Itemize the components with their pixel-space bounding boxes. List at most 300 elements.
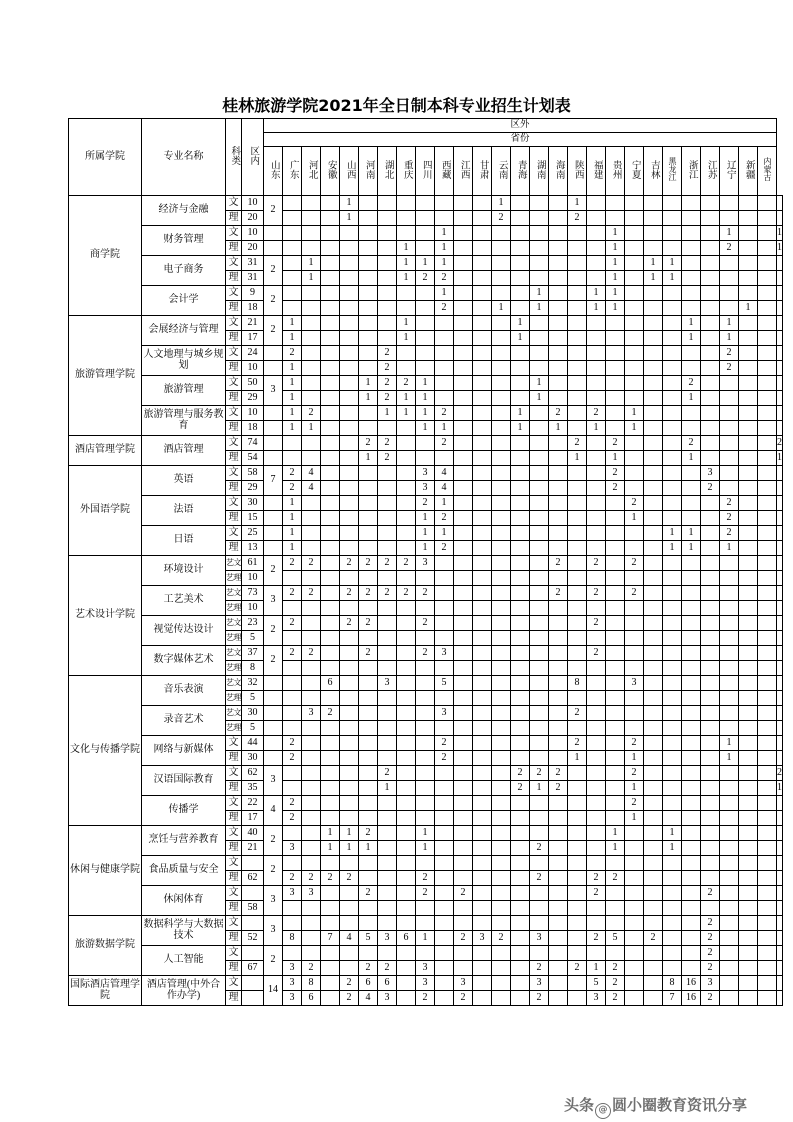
province-quota-cell (758, 841, 777, 856)
province-quota-cell (587, 466, 606, 481)
province-quota-cell (587, 601, 606, 616)
province-quota-cell: 3 (283, 886, 302, 901)
province-quota-cell: 1 (416, 541, 435, 556)
province-quota-cell: 2 (492, 211, 511, 226)
province-quota-cell: 2 (606, 466, 625, 481)
province-quota-cell (359, 691, 378, 706)
province-quota-cell (625, 976, 644, 991)
province-quota-cell (739, 361, 758, 376)
province-quota-cell (568, 661, 587, 676)
province-quota-cell: 6 (397, 931, 416, 946)
province-quota-cell (397, 691, 416, 706)
province-quota-cell (663, 436, 682, 451)
province-quota-cell (492, 706, 511, 721)
province-quota-cell (663, 961, 682, 976)
province-quota-cell (568, 421, 587, 436)
province-quota-cell: 1 (283, 316, 302, 331)
province-quota-cell: 3 (473, 931, 492, 946)
province-quota-cell (378, 661, 397, 676)
province-quota-cell (739, 271, 758, 286)
province-quota-cell (416, 211, 435, 226)
province-quota-cell (701, 691, 720, 706)
province-quota-cell (663, 556, 682, 571)
province-quota-cell (606, 916, 625, 931)
province-quota-cell (663, 316, 682, 331)
province-quota-cell (568, 796, 587, 811)
province-quota-cell (587, 796, 606, 811)
province-quota-cell (321, 541, 340, 556)
province-quota-cell: 1 (606, 271, 625, 286)
province-quota-cell (530, 901, 549, 916)
province-quota-cell (549, 751, 568, 766)
province-quota-cell (492, 226, 511, 241)
province-quota-cell: 1 (359, 391, 378, 406)
province-quota-cell (511, 586, 530, 601)
major-name-cell: 汉语国际教育 (142, 766, 226, 796)
province-quota-cell (473, 436, 492, 451)
province-quota-cell: 1 (435, 241, 454, 256)
province-quota-cell (340, 286, 359, 301)
province-quota-cell (435, 586, 454, 601)
province-quota-cell (302, 751, 321, 766)
province-quota-cell (682, 721, 701, 736)
province-quota-cell (739, 526, 758, 541)
province-quota-cell (492, 856, 511, 871)
province-quota-cell: 5 (606, 931, 625, 946)
province-quota-cell: 1 (777, 226, 783, 241)
province-quota-cell (644, 241, 663, 256)
inside-region-cell (264, 451, 283, 466)
province-quota-cell: 2 (283, 466, 302, 481)
major-name-cell: 数字媒体艺术 (142, 646, 226, 676)
province-quota-cell (511, 301, 530, 316)
province-quota-cell (435, 601, 454, 616)
quota-cell: 30 (242, 751, 264, 766)
province-quota-cell (758, 931, 777, 946)
province-quota-cell (397, 676, 416, 691)
province-quota-cell: 2 (568, 706, 587, 721)
province-quota-cell: 2 (720, 496, 739, 511)
province-quota-cell (758, 736, 777, 751)
province-quota-cell (663, 736, 682, 751)
province-quota-cell (283, 661, 302, 676)
province-quota-cell (549, 451, 568, 466)
province-quota-cell (739, 436, 758, 451)
province-quota-cell (720, 901, 739, 916)
province-quota-cell (606, 886, 625, 901)
province-quota-cell (758, 751, 777, 766)
province-quota-cell (397, 661, 416, 676)
province-quota-cell: 2 (701, 481, 720, 496)
quota-cell: 10 (242, 406, 264, 421)
province-quota-cell (701, 421, 720, 436)
province-quota-cell: 2 (568, 736, 587, 751)
province-quota-cell (302, 931, 321, 946)
province-quota-cell (340, 676, 359, 691)
province-quota-cell (606, 196, 625, 211)
province-quota-cell (321, 556, 340, 571)
province-quota-cell (720, 571, 739, 586)
province-quota-cell: 2 (397, 586, 416, 601)
province-quota-cell (340, 451, 359, 466)
province-quota-cell: 2 (644, 931, 663, 946)
province-quota-cell (720, 661, 739, 676)
province-quota-cell (511, 976, 530, 991)
province-quota-cell: 2 (435, 511, 454, 526)
province-quota-cell (530, 226, 549, 241)
province-quota-cell (625, 886, 644, 901)
quota-cell: 31 (242, 271, 264, 286)
province-quota-cell (739, 496, 758, 511)
province-quota-cell (587, 841, 606, 856)
province-quota-cell (321, 226, 340, 241)
province-quota-cell (701, 226, 720, 241)
province-label: 安徽 (325, 159, 336, 179)
province-quota-cell (644, 766, 663, 781)
province-quota-cell (739, 721, 758, 736)
category-cell: 文 (226, 436, 242, 451)
province-quota-cell: 2 (530, 991, 549, 1006)
province-quota-cell (359, 466, 378, 481)
province-quota-cell (663, 766, 682, 781)
province-quota-cell: 1 (663, 826, 682, 841)
province-quota-cell: 2 (454, 931, 473, 946)
province-quota-cell (302, 346, 321, 361)
province-quota-cell (663, 406, 682, 421)
province-quota-cell: 1 (397, 406, 416, 421)
province-quota-cell (739, 451, 758, 466)
province-quota-cell (530, 586, 549, 601)
province-quota-cell (587, 571, 606, 586)
province-quota-cell: 1 (530, 376, 549, 391)
col-header-province (758, 147, 777, 196)
province-quota-cell (435, 901, 454, 916)
province-quota-cell (549, 526, 568, 541)
province-quota-cell (530, 481, 549, 496)
province-quota-cell (435, 661, 454, 676)
province-quota-cell (492, 421, 511, 436)
province-quota-cell (397, 991, 416, 1006)
province-quota-cell (758, 481, 777, 496)
province-quota-cell (321, 631, 340, 646)
province-quota-cell (625, 871, 644, 886)
province-quota-cell (777, 556, 783, 571)
major-name-cell: 酒店管理(中外合作办学) (142, 976, 226, 1006)
province-quota-cell (625, 256, 644, 271)
province-quota-cell: 2 (587, 646, 606, 661)
province-quota-cell (568, 811, 587, 826)
inside-region-cell: 3 (264, 586, 283, 616)
province-quota-cell (682, 346, 701, 361)
inside-region-cell (264, 361, 283, 376)
province-quota-cell (454, 406, 473, 421)
province-quota-cell: 1 (435, 421, 454, 436)
province-quota-cell (435, 211, 454, 226)
province-quota-cell (340, 526, 359, 541)
province-quota-cell (492, 616, 511, 631)
province-quota-cell (511, 451, 530, 466)
province-quota-cell (454, 961, 473, 976)
province-quota-cell (340, 721, 359, 736)
major-name-cell: 录音艺术 (142, 706, 226, 736)
province-quota-cell (321, 916, 340, 931)
province-quota-cell (511, 511, 530, 526)
province-quota-cell (758, 571, 777, 586)
province-quota-cell (416, 721, 435, 736)
major-name-cell: 传播学 (142, 796, 226, 826)
province-quota-cell: 4 (340, 931, 359, 946)
province-quota-cell (758, 991, 777, 1006)
province-label: 江苏 (705, 159, 716, 179)
province-quota-cell (644, 691, 663, 706)
province-quota-cell (302, 841, 321, 856)
quota-cell (242, 886, 264, 901)
province-quota-cell (340, 346, 359, 361)
province-quota-cell (663, 301, 682, 316)
province-quota-cell (758, 241, 777, 256)
province-quota-cell (606, 856, 625, 871)
province-quota-cell (283, 196, 302, 211)
province-quota-cell: 1 (397, 241, 416, 256)
province-quota-cell (302, 316, 321, 331)
province-quota-cell (492, 271, 511, 286)
province-quota-cell (682, 226, 701, 241)
category-cell: 艺理 (226, 631, 242, 646)
province-quota-cell (701, 751, 720, 766)
province-quota-cell (549, 706, 568, 721)
province-quota-cell (435, 871, 454, 886)
quota-cell: 10 (242, 361, 264, 376)
province-quota-cell: 2 (378, 451, 397, 466)
province-quota-cell: 3 (435, 646, 454, 661)
province-quota-cell (701, 811, 720, 826)
province-quota-cell (492, 886, 511, 901)
province-quota-cell (777, 541, 783, 556)
major-name-cell: 财务管理 (142, 226, 226, 256)
category-cell: 文 (226, 856, 242, 871)
province-quota-cell (473, 841, 492, 856)
province-quota-cell (682, 466, 701, 481)
table-row (69, 466, 783, 481)
province-quota-cell (625, 481, 644, 496)
province-quota-cell (587, 901, 606, 916)
province-quota-cell (511, 706, 530, 721)
province-quota-cell: 2 (720, 361, 739, 376)
province-quota-cell (606, 781, 625, 796)
category-cell: 文 (226, 286, 242, 301)
inside-region-cell: 2 (264, 826, 283, 856)
col-header-group-outside: 区外 (264, 119, 777, 133)
province-quota-cell (663, 616, 682, 631)
province-quota-cell: 1 (397, 256, 416, 271)
province-quota-cell (701, 376, 720, 391)
col-header-province (682, 147, 701, 196)
quota-cell: 30 (242, 496, 264, 511)
province-quota-cell (397, 901, 416, 916)
province-quota-cell (435, 376, 454, 391)
province-quota-cell (302, 511, 321, 526)
province-quota-cell (720, 856, 739, 871)
inside-region-cell: 14 (264, 976, 283, 1006)
province-quota-cell (549, 901, 568, 916)
province-quota-cell (758, 976, 777, 991)
province-quota-cell (777, 466, 783, 481)
province-quota-cell: 2 (530, 841, 549, 856)
province-quota-cell (777, 271, 783, 286)
col-header-group-province: 省份 (264, 133, 777, 147)
province-quota-cell (758, 436, 777, 451)
province-quota-cell (321, 946, 340, 961)
category-cell: 艺理 (226, 571, 242, 586)
province-quota-cell: 1 (340, 841, 359, 856)
province-quota-cell: 1 (283, 511, 302, 526)
province-quota-cell (454, 601, 473, 616)
province-quota-cell (416, 436, 435, 451)
province-quota-cell (644, 451, 663, 466)
province-quota-cell (378, 856, 397, 871)
province-quota-cell (283, 691, 302, 706)
table-row (69, 286, 783, 301)
province-quota-cell (454, 346, 473, 361)
province-quota-cell (321, 511, 340, 526)
province-quota-cell (302, 196, 321, 211)
province-quota-cell (473, 946, 492, 961)
province-quota-cell: 1 (663, 526, 682, 541)
quota-cell: 22 (242, 796, 264, 811)
province-quota-cell (587, 526, 606, 541)
col-header-major: 专业名称 (142, 119, 226, 196)
quota-cell (242, 991, 264, 1006)
province-quota-cell (777, 571, 783, 586)
province-quota-cell (663, 511, 682, 526)
province-quota-cell: 3 (416, 481, 435, 496)
province-quota-cell (530, 886, 549, 901)
province-quota-cell (644, 886, 663, 901)
inside-region-cell (264, 526, 283, 541)
province-quota-cell (644, 361, 663, 376)
province-quota-cell (663, 196, 682, 211)
province-quota-cell: 2 (777, 766, 783, 781)
province-quota-cell (511, 826, 530, 841)
province-quota-cell (530, 661, 549, 676)
province-quota-cell (454, 826, 473, 841)
category-cell: 文 (226, 976, 242, 991)
province-quota-cell (397, 796, 416, 811)
table-row (69, 976, 783, 991)
table-row (69, 526, 783, 541)
province-quota-cell (397, 856, 416, 871)
province-quota-cell (397, 946, 416, 961)
province-quota-cell (625, 286, 644, 301)
province-quota-cell (720, 766, 739, 781)
province-quota-cell (587, 376, 606, 391)
province-quota-cell (606, 346, 625, 361)
province-quota-cell (682, 751, 701, 766)
province-quota-cell (473, 511, 492, 526)
province-quota-cell (397, 541, 416, 556)
province-quota-cell (435, 841, 454, 856)
province-quota-cell (511, 841, 530, 856)
province-quota-cell: 2 (606, 961, 625, 976)
province-quota-cell (549, 871, 568, 886)
province-quota-cell (473, 856, 492, 871)
category-cell: 文 (226, 736, 242, 751)
province-quota-cell (473, 751, 492, 766)
province-quota-cell (530, 646, 549, 661)
province-quota-cell: 1 (416, 931, 435, 946)
province-quota-cell (454, 616, 473, 631)
province-quota-cell (625, 451, 644, 466)
province-quota-cell (701, 346, 720, 361)
province-quota-cell (454, 541, 473, 556)
col-header-province (701, 147, 720, 196)
province-quota-cell (625, 721, 644, 736)
inside-region-cell (264, 511, 283, 526)
province-quota-cell (606, 511, 625, 526)
province-quota-cell: 1 (340, 826, 359, 841)
province-quota-cell (302, 241, 321, 256)
col-header-province (663, 147, 682, 196)
province-quota-cell: 2 (568, 436, 587, 451)
province-quota-cell (682, 481, 701, 496)
province-quota-cell (549, 811, 568, 826)
province-quota-cell (511, 481, 530, 496)
province-quota-cell (321, 991, 340, 1006)
province-quota-cell (644, 496, 663, 511)
quota-cell: 18 (242, 301, 264, 316)
major-name-cell: 音乐表演 (142, 676, 226, 706)
province-quota-cell: 2 (587, 556, 606, 571)
province-quota-cell: 3 (435, 706, 454, 721)
province-quota-cell (606, 901, 625, 916)
province-quota-cell (359, 406, 378, 421)
province-quota-cell (777, 946, 783, 961)
province-quota-cell: 1 (720, 316, 739, 331)
province-quota-cell (454, 211, 473, 226)
province-quota-cell (663, 691, 682, 706)
province-quota-cell: 3 (701, 466, 720, 481)
province-quota-cell (473, 661, 492, 676)
province-quota-cell (473, 796, 492, 811)
category-cell: 艺文 (226, 646, 242, 661)
province-quota-cell (701, 196, 720, 211)
province-quota-cell (758, 511, 777, 526)
province-quota-cell (454, 526, 473, 541)
province-label: 浙江 (686, 159, 697, 179)
table-row (69, 586, 783, 601)
category-cell: 理 (226, 961, 242, 976)
province-quota-cell (359, 901, 378, 916)
province-quota-cell (454, 631, 473, 646)
province-quota-cell (359, 946, 378, 961)
province-quota-cell (492, 496, 511, 511)
province-quota-cell (701, 586, 720, 601)
category-cell: 文 (226, 226, 242, 241)
province-quota-cell (549, 691, 568, 706)
province-quota-cell (606, 496, 625, 511)
province-quota-cell (359, 511, 378, 526)
province-quota-cell (511, 676, 530, 691)
province-quota-cell (511, 871, 530, 886)
province-quota-cell (359, 346, 378, 361)
province-quota-cell: 2 (283, 871, 302, 886)
inside-region-cell (264, 676, 283, 691)
province-quota-cell (568, 901, 587, 916)
province-quota-cell: 1 (416, 841, 435, 856)
province-quota-cell: 1 (511, 421, 530, 436)
province-quota-cell: 3 (416, 466, 435, 481)
province-quota-cell: 2 (606, 991, 625, 1006)
